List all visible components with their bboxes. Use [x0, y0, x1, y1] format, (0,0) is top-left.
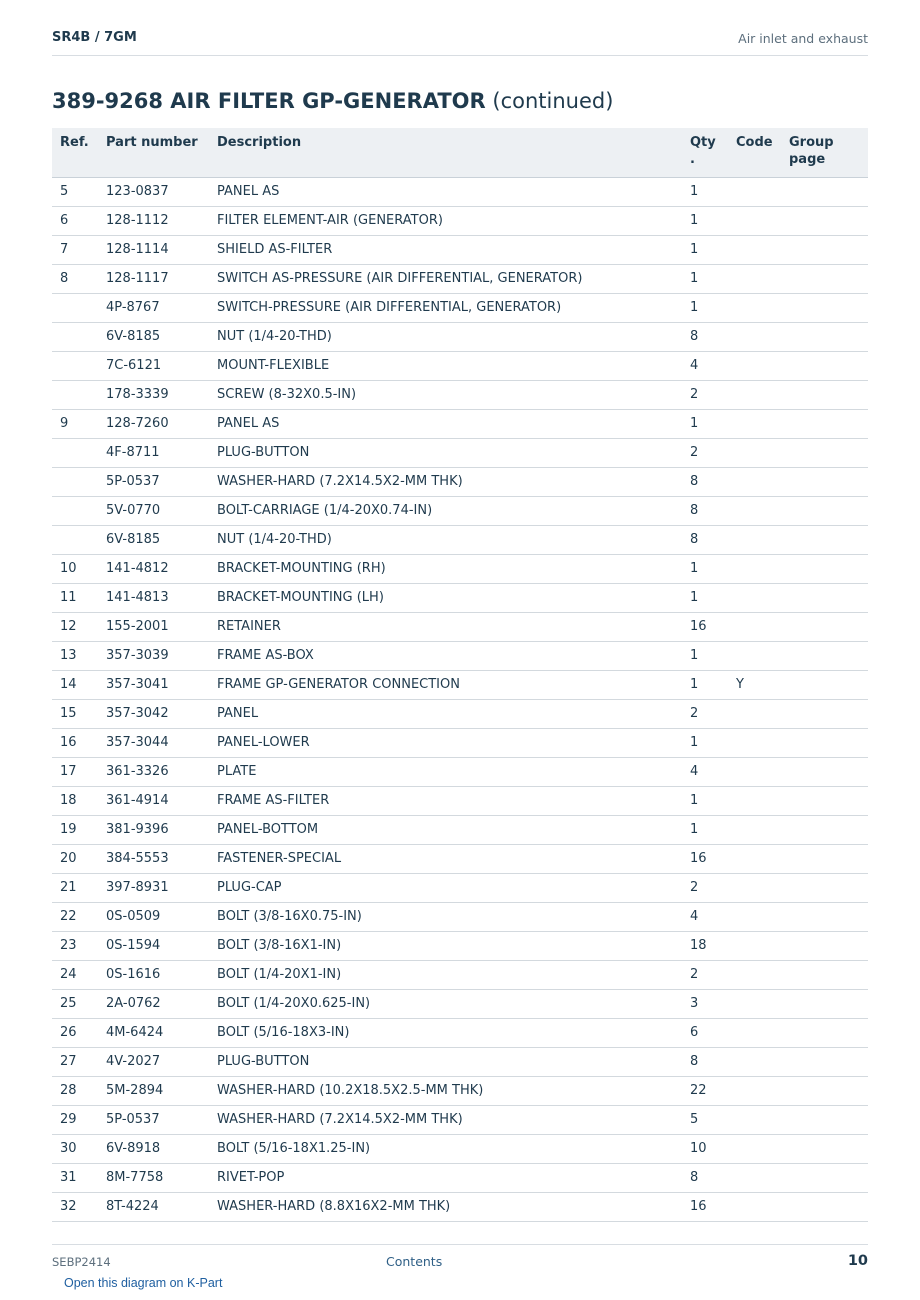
group-page-cell	[781, 931, 868, 960]
table-row	[52, 1076, 868, 1105]
part-number-cell: 123-0837	[98, 177, 209, 206]
qty-cell: 18	[682, 931, 728, 960]
ref-cell: 24	[52, 960, 98, 989]
code-cell	[728, 1105, 781, 1134]
ref-cell: 18	[52, 786, 98, 815]
description-cell: WASHER-HARD (7.2X14.5X2-MM THK)	[209, 467, 682, 496]
group-page-cell	[781, 902, 868, 931]
qty-cell: 1	[682, 264, 728, 293]
col-header-qty: Qty .	[682, 128, 728, 177]
part-number-cell: 4F-8711	[98, 438, 209, 467]
ref-cell	[52, 467, 98, 496]
part-number-cell: 357-3039	[98, 641, 209, 670]
description-cell: FRAME AS-FILTER	[209, 786, 682, 815]
table-row	[52, 1105, 868, 1134]
ref-cell: 12	[52, 612, 98, 641]
code-cell	[728, 583, 781, 612]
table-header-row	[52, 128, 868, 177]
parts-table	[52, 128, 868, 1222]
description-cell: WASHER-HARD (8.8X16X2-MM THK)	[209, 1192, 682, 1221]
table-row	[52, 235, 868, 264]
description-cell: BRACKET-MOUNTING (LH)	[209, 583, 682, 612]
table-row	[52, 206, 868, 235]
code-cell	[728, 1163, 781, 1192]
qty-cell: 2	[682, 438, 728, 467]
qty-cell: 6	[682, 1018, 728, 1047]
part-number-cell: 357-3044	[98, 728, 209, 757]
code-cell	[728, 206, 781, 235]
ref-cell: 28	[52, 1076, 98, 1105]
table-row	[52, 496, 868, 525]
qty-cell: 1	[682, 409, 728, 438]
description-cell: SWITCH-PRESSURE (AIR DIFFERENTIAL, GENERATOR)	[209, 293, 682, 322]
qty-cell: 8	[682, 1047, 728, 1076]
part-number-cell: 0S-0509	[98, 902, 209, 931]
description-cell: WASHER-HARD (7.2X14.5X2-MM THK)	[209, 1105, 682, 1134]
code-cell	[728, 264, 781, 293]
qty-cell: 1	[682, 815, 728, 844]
part-number-cell: 5V-0770	[98, 496, 209, 525]
ref-cell: 29	[52, 1105, 98, 1134]
qty-cell: 3	[682, 989, 728, 1018]
part-number-cell: 4P-8767	[98, 293, 209, 322]
code-cell	[728, 409, 781, 438]
description-cell: WASHER-HARD (10.2X18.5X2.5-MM THK)	[209, 1076, 682, 1105]
qty-cell: 1	[682, 554, 728, 583]
group-page-cell	[781, 496, 868, 525]
group-page-cell	[781, 264, 868, 293]
description-cell: BOLT-CARRIAGE (1/4-20X0.74-IN)	[209, 496, 682, 525]
qty-cell: 1	[682, 728, 728, 757]
part-number-cell: 128-1112	[98, 206, 209, 235]
table-row	[52, 873, 868, 902]
ref-cell: 26	[52, 1018, 98, 1047]
description-cell: PANEL AS	[209, 177, 682, 206]
group-page-cell	[781, 960, 868, 989]
ref-cell	[52, 525, 98, 554]
ref-cell: 21	[52, 873, 98, 902]
code-cell	[728, 728, 781, 757]
group-page-cell	[781, 1163, 868, 1192]
part-number-cell: 357-3042	[98, 699, 209, 728]
table-row	[52, 699, 868, 728]
part-number-cell: 141-4812	[98, 554, 209, 583]
description-cell: PANEL AS	[209, 409, 682, 438]
ref-cell: 27	[52, 1047, 98, 1076]
table-row	[52, 264, 868, 293]
qty-cell: 22	[682, 1076, 728, 1105]
table-row	[52, 728, 868, 757]
code-cell	[728, 554, 781, 583]
description-cell: RIVET-POP	[209, 1163, 682, 1192]
group-page-cell	[781, 467, 868, 496]
code-cell	[728, 1134, 781, 1163]
part-number-cell: 361-4914	[98, 786, 209, 815]
description-cell: BOLT (3/8-16X1-IN)	[209, 931, 682, 960]
qty-cell: 5	[682, 1105, 728, 1134]
code-cell	[728, 1192, 781, 1221]
ref-cell: 16	[52, 728, 98, 757]
ref-cell	[52, 496, 98, 525]
ref-cell: 23	[52, 931, 98, 960]
description-cell: SHIELD AS-FILTER	[209, 235, 682, 264]
qty-cell: 8	[682, 1163, 728, 1192]
part-number-cell: 128-1117	[98, 264, 209, 293]
group-page-cell	[781, 380, 868, 409]
table-row	[52, 1018, 868, 1047]
ref-cell: 32	[52, 1192, 98, 1221]
code-cell	[728, 1047, 781, 1076]
kpart-link[interactable]: Open this diagram on K-Part	[64, 1276, 223, 1290]
qty-cell: 1	[682, 206, 728, 235]
description-cell: SWITCH AS-PRESSURE (AIR DIFFERENTIAL, GENERATOR)	[209, 264, 682, 293]
part-number-cell: 6V-8185	[98, 525, 209, 554]
code-cell	[728, 1018, 781, 1047]
code-cell	[728, 902, 781, 931]
col-header-group-page: Group page	[781, 128, 868, 177]
part-number-cell: 381-9396	[98, 815, 209, 844]
description-cell: BOLT (1/4-20X0.625-IN)	[209, 989, 682, 1018]
qty-cell: 16	[682, 844, 728, 873]
ref-cell: 17	[52, 757, 98, 786]
qty-cell: 4	[682, 351, 728, 380]
part-number-cell: 357-3041	[98, 670, 209, 699]
qty-cell: 1	[682, 177, 728, 206]
group-page-cell	[781, 699, 868, 728]
group-page-cell	[781, 1018, 868, 1047]
description-cell: BOLT (5/16-18X1.25-IN)	[209, 1134, 682, 1163]
part-number-cell: 384-5553	[98, 844, 209, 873]
table-row	[52, 1163, 868, 1192]
description-cell: RETAINER	[209, 612, 682, 641]
qty-cell: 16	[682, 612, 728, 641]
qty-cell: 4	[682, 757, 728, 786]
group-page-cell	[781, 1192, 868, 1221]
part-number-cell: 7C-6121	[98, 351, 209, 380]
ref-cell	[52, 293, 98, 322]
description-cell: FILTER ELEMENT-AIR (GENERATOR)	[209, 206, 682, 235]
table-row	[52, 1192, 868, 1221]
table-row	[52, 525, 868, 554]
ref-cell: 20	[52, 844, 98, 873]
part-number-cell: 8T-4224	[98, 1192, 209, 1221]
code-cell	[728, 525, 781, 554]
qty-cell: 10	[682, 1134, 728, 1163]
qty-cell: 8	[682, 496, 728, 525]
description-cell: BRACKET-MOUNTING (RH)	[209, 554, 682, 583]
part-number-cell: 4M-6424	[98, 1018, 209, 1047]
document-number: SEBP2414	[52, 1255, 111, 1269]
table-row	[52, 583, 868, 612]
part-number-cell: 8M-7758	[98, 1163, 209, 1192]
group-page-cell	[781, 525, 868, 554]
description-cell: FRAME AS-BOX	[209, 641, 682, 670]
qty-cell: 2	[682, 873, 728, 902]
ref-cell: 9	[52, 409, 98, 438]
code-cell	[728, 235, 781, 264]
description-cell: PLUG-CAP	[209, 873, 682, 902]
col-header-description: Description	[209, 128, 682, 177]
group-page-cell	[781, 177, 868, 206]
table-row	[52, 322, 868, 351]
group-page-cell	[781, 641, 868, 670]
part-number-cell: 0S-1594	[98, 931, 209, 960]
group-page-cell	[781, 1047, 868, 1076]
description-cell: PANEL	[209, 699, 682, 728]
ref-cell	[52, 351, 98, 380]
table-row	[52, 844, 868, 873]
qty-cell: 16	[682, 1192, 728, 1221]
qty-cell: 8	[682, 322, 728, 351]
qty-cell: 1	[682, 583, 728, 612]
table-row	[52, 438, 868, 467]
page-title	[52, 89, 613, 113]
code-cell	[728, 757, 781, 786]
table-row	[52, 612, 868, 641]
group-page-cell	[781, 322, 868, 351]
part-number-cell: 397-8931	[98, 873, 209, 902]
description-cell: SCREW (8-32X0.5-IN)	[209, 380, 682, 409]
description-cell: MOUNT-FLEXIBLE	[209, 351, 682, 380]
description-cell: NUT (1/4-20-THD)	[209, 322, 682, 351]
ref-cell: 13	[52, 641, 98, 670]
code-cell	[728, 641, 781, 670]
table-row	[52, 931, 868, 960]
page-number: 10	[847, 1253, 868, 1269]
group-page-cell	[781, 844, 868, 873]
table-row	[52, 554, 868, 583]
part-number-cell: 128-1114	[98, 235, 209, 264]
table-row	[52, 467, 868, 496]
description-cell: PLUG-BUTTON	[209, 1047, 682, 1076]
group-page-cell	[781, 235, 868, 264]
part-number-cell: 5P-0537	[98, 467, 209, 496]
table-row	[52, 960, 868, 989]
group-page-cell	[781, 989, 868, 1018]
ref-cell: 14	[52, 670, 98, 699]
part-number-cell: 361-3326	[98, 757, 209, 786]
ref-cell: 5	[52, 177, 98, 206]
qty-cell: 1	[682, 670, 728, 699]
ref-cell	[52, 438, 98, 467]
description-cell: PLATE	[209, 757, 682, 786]
qty-cell: 8	[682, 525, 728, 554]
table-row	[52, 902, 868, 931]
description-cell: PANEL-LOWER	[209, 728, 682, 757]
page-footer	[52, 1244, 868, 1274]
title-suffix: (continued)	[485, 89, 614, 113]
page-header	[52, 28, 868, 56]
code-cell	[728, 177, 781, 206]
group-page-cell	[781, 612, 868, 641]
part-number-cell: 5M-2894	[98, 1076, 209, 1105]
code-cell	[728, 699, 781, 728]
code-cell	[728, 467, 781, 496]
table-row	[52, 1047, 868, 1076]
group-page-cell	[781, 583, 868, 612]
part-number-cell: 6V-8918	[98, 1134, 209, 1163]
code-cell	[728, 612, 781, 641]
code-cell	[728, 989, 781, 1018]
model-label: SR4B / 7GM	[52, 30, 137, 45]
group-page-cell	[781, 873, 868, 902]
code-cell	[728, 931, 781, 960]
ref-cell: 15	[52, 699, 98, 728]
group-page-cell	[781, 409, 868, 438]
code-cell	[728, 380, 781, 409]
description-cell: BOLT (3/8-16X0.75-IN)	[209, 902, 682, 931]
table-row	[52, 1134, 868, 1163]
table-row	[52, 670, 868, 699]
qty-cell: 1	[682, 293, 728, 322]
group-page-cell	[781, 206, 868, 235]
code-cell	[728, 438, 781, 467]
code-cell	[728, 293, 781, 322]
ref-cell: 31	[52, 1163, 98, 1192]
group-page-cell	[781, 438, 868, 467]
group-page-cell	[781, 351, 868, 380]
ref-cell: 7	[52, 235, 98, 264]
qty-cell: 1	[682, 786, 728, 815]
col-header-ref: Ref.	[52, 128, 98, 177]
code-cell	[728, 322, 781, 351]
description-cell: FRAME GP-GENERATOR CONNECTION	[209, 670, 682, 699]
table-row	[52, 815, 868, 844]
code-cell: Y	[728, 670, 781, 699]
group-page-cell	[781, 670, 868, 699]
group-page-cell	[781, 728, 868, 757]
description-cell: PLUG-BUTTON	[209, 438, 682, 467]
qty-cell: 2	[682, 699, 728, 728]
ref-cell: 22	[52, 902, 98, 931]
code-cell	[728, 496, 781, 525]
group-page-cell	[781, 554, 868, 583]
group-page-cell	[781, 786, 868, 815]
qty-cell: 1	[682, 641, 728, 670]
col-header-code: Code	[728, 128, 781, 177]
table-row	[52, 757, 868, 786]
table-row	[52, 177, 868, 206]
table-row	[52, 293, 868, 322]
part-number-cell: 4V-2027	[98, 1047, 209, 1076]
description-cell: BOLT (1/4-20X1-IN)	[209, 960, 682, 989]
code-cell	[728, 351, 781, 380]
table-row	[52, 380, 868, 409]
description-cell: PANEL-BOTTOM	[209, 815, 682, 844]
ref-cell	[52, 380, 98, 409]
code-cell	[728, 815, 781, 844]
group-page-cell	[781, 1134, 868, 1163]
part-number-cell: 128-7260	[98, 409, 209, 438]
part-number-cell: 155-2001	[98, 612, 209, 641]
table-row	[52, 989, 868, 1018]
qty-cell: 2	[682, 380, 728, 409]
part-number-cell: 141-4813	[98, 583, 209, 612]
ref-cell: 30	[52, 1134, 98, 1163]
group-page-cell	[781, 293, 868, 322]
col-header-part-number: Part number	[98, 128, 209, 177]
code-cell	[728, 873, 781, 902]
group-page-cell	[781, 1076, 868, 1105]
ref-cell: 19	[52, 815, 98, 844]
ref-cell: 8	[52, 264, 98, 293]
ref-cell: 6	[52, 206, 98, 235]
qty-cell: 8	[682, 467, 728, 496]
part-number-cell: 2A-0762	[98, 989, 209, 1018]
ref-cell: 25	[52, 989, 98, 1018]
group-page-cell	[781, 815, 868, 844]
contents-link[interactable]: Contents	[386, 1254, 443, 1269]
table-row	[52, 786, 868, 815]
parts-table-body	[52, 177, 868, 1221]
part-number-cell: 5P-0537	[98, 1105, 209, 1134]
code-cell	[728, 844, 781, 873]
section-label: Air inlet and exhaust	[738, 31, 868, 46]
ref-cell	[52, 322, 98, 351]
code-cell	[728, 960, 781, 989]
title-main: 389-9268 AIR FILTER GP-GENERATOR	[52, 89, 486, 113]
group-page-cell	[781, 757, 868, 786]
description-cell: BOLT (5/16-18X3-IN)	[209, 1018, 682, 1047]
qty-cell: 1	[682, 235, 728, 264]
table-row	[52, 351, 868, 380]
description-cell: FASTENER-SPECIAL	[209, 844, 682, 873]
code-cell	[728, 786, 781, 815]
part-number-cell: 6V-8185	[98, 322, 209, 351]
group-page-cell	[781, 1105, 868, 1134]
code-cell	[728, 1076, 781, 1105]
ref-cell: 11	[52, 583, 98, 612]
part-number-cell: 178-3339	[98, 380, 209, 409]
table-row	[52, 409, 868, 438]
qty-cell: 2	[682, 960, 728, 989]
table-row	[52, 641, 868, 670]
qty-cell: 4	[682, 902, 728, 931]
part-number-cell: 0S-1616	[98, 960, 209, 989]
description-cell: NUT (1/4-20-THD)	[209, 525, 682, 554]
ref-cell: 10	[52, 554, 98, 583]
